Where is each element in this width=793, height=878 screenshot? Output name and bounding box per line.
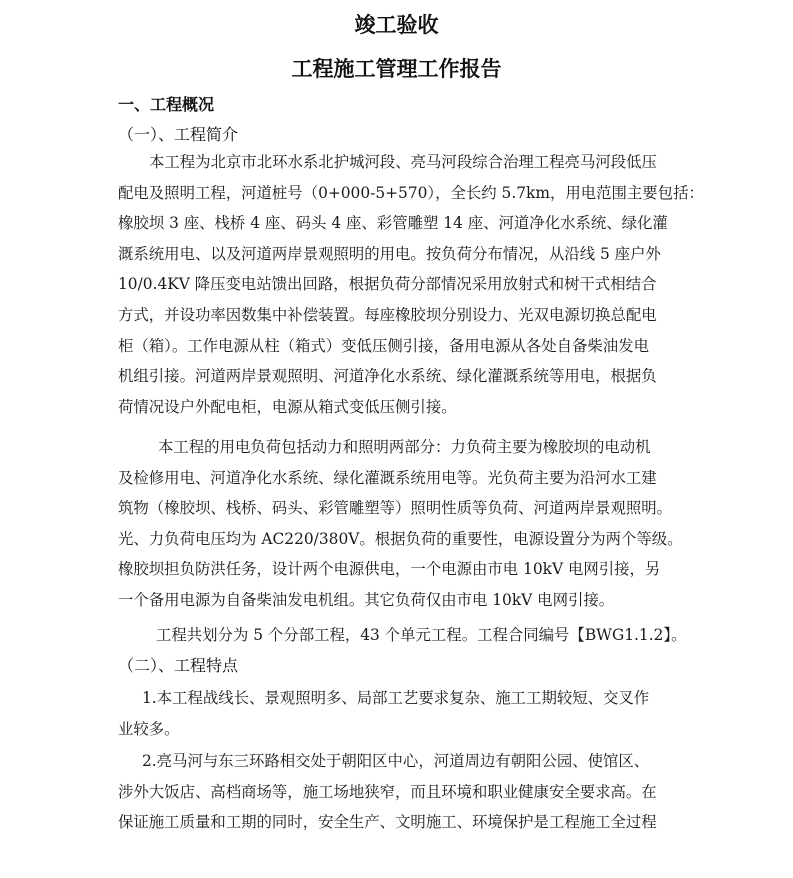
text-line: 配电及照明工程，河道桩号（0+000-5+570），全长约 5.7km，用电范围主要包括： xyxy=(118,183,704,202)
text-line: 机组引接。河道两岸景观照明、河道净化水系统、绿化灌溉系统等用电，根据负 xyxy=(118,367,657,386)
paragraph-feature-2 xyxy=(118,746,671,838)
paragraph-electrical-load xyxy=(118,432,683,616)
text-line: 柜（箱）。工作电源从柱（箱式）变低压侧引接，备用电源从各处自备柴油发电 xyxy=(118,336,649,355)
section-heading-project-overview: 一、工程概况 xyxy=(118,95,215,114)
text-line: 工程共划分为 5 个分部工程，43 个单元工程。工程合同编号【BWG1.1.2】。 xyxy=(156,626,687,644)
text-line: 筑物（橡胶坝、栈桥、码头、彩管雕塑等）照明性质等负荷、河道两岸景观照明。 xyxy=(118,499,673,518)
text-line: 光、力负荷电压均为 AC220/380V。根据负荷的重要性，电源设置分为两个等级。 xyxy=(118,529,683,548)
text-line: 方式，并设功率因数集中补偿装置。每座橡胶坝分别设力、光双电源切换总配电 xyxy=(118,305,657,324)
text-line: 本工程为北京市北环水系北护城河段、亮马河段综合治理工程亮马河段低压 xyxy=(149,153,657,171)
text-line: 10/0.4KV 降压变电站馈出回路，根据负荷分部情况采用放射式和树干式相结合 xyxy=(118,275,657,294)
text-line: 1.本工程战线长、景观照明多、局部工艺要求复杂、施工工期较短、交叉作 xyxy=(142,689,650,707)
document-title: 竣工验收 xyxy=(354,13,439,37)
text-line: 本工程的用电负荷包括动力和照明两部分：力负荷主要为橡胶坝的电动机 xyxy=(158,438,651,456)
paragraph-feature-1 xyxy=(118,683,671,744)
text-line: 业较多。 xyxy=(118,719,180,738)
text-line: 溉系统用电、以及河道两岸景观照明的用电。按负荷分布情况，从沿线 5 座户外 xyxy=(118,244,661,263)
text-line: 涉外大饭店、高档商场等，施工场地狭窄，而且环境和职业健康安全要求高。在 xyxy=(118,782,657,801)
text-line: 2.亮马河与东三环路相交处于朝阳区中心，河道周边有朝阳公园、使馆区、 xyxy=(142,752,650,770)
subsection-heading-project-intro: （一）、工程简介 xyxy=(118,125,239,144)
document-subtitle: 工程施工管理工作报告 xyxy=(291,57,502,81)
text-line: 橡胶坝担负防洪任务，设计两个电源供电，一个电源由市电 10kV 电网引接，另 xyxy=(118,560,661,579)
text-line: 橡胶坝 3 座、栈桥 4 座、码头 4 座、彩管雕塑 14 座、河道净化水系统、绿化灌 xyxy=(118,214,668,233)
paragraph-project-intro xyxy=(118,147,704,422)
subsection-heading-project-features: （二）、工程特点 xyxy=(118,656,239,675)
paragraph-project-division xyxy=(118,620,687,651)
text-line: 一个备用电源为自备柴油发电机组。其它负荷仅由市电 10kV 电网引接。 xyxy=(118,590,615,609)
text-line: 荷情况设户外配电柜，电源从箱式变低压侧引接。 xyxy=(118,397,457,416)
text-line: 保证施工质量和工期的同时，安全生产、文明施工、环境保护是工程施工全过程 xyxy=(118,813,657,832)
text-line: 及检修用电、河道净化水系统、绿化灌溉系统用电等。光负荷主要为沿河水工建 xyxy=(118,468,657,487)
